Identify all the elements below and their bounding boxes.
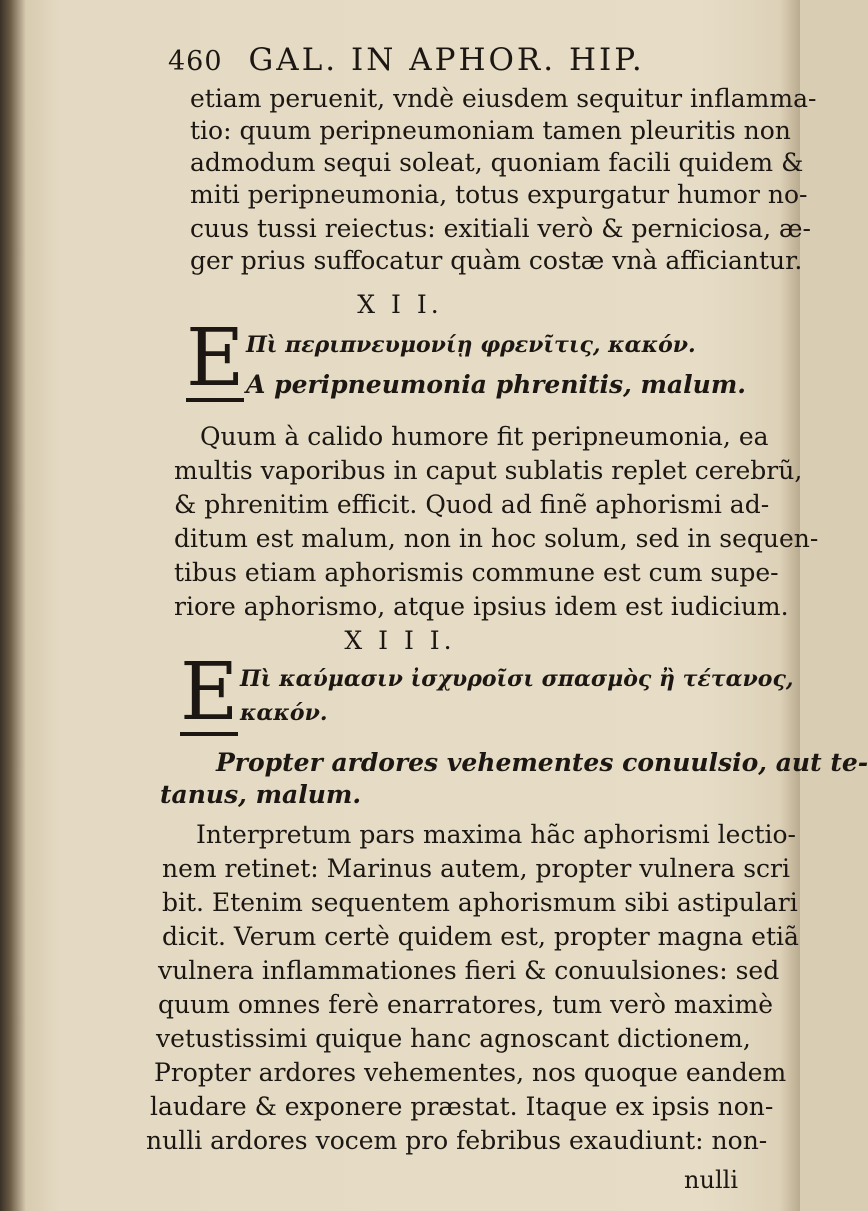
text-line: admodum sequi soleat, quoniam facili quidem &	[190, 148, 804, 177]
page-number: 460	[168, 46, 223, 77]
drop-cap: E	[180, 645, 239, 738]
text-line: nulli ardores vocem pro febribus exaudiunt: non-	[146, 1126, 768, 1155]
text-line: riore aphorismo, atque ipsius idem est iudicium.	[174, 592, 789, 621]
text-line: etiam peruenit, vndè eiusdem sequitur inflamma-	[190, 84, 817, 113]
text-line: vulnera inflammationes fieri & conuulsiones: sed	[158, 956, 780, 985]
text-line: bit. Etenim sequentem aphorismum sibi astipulari	[162, 888, 798, 917]
greek-aphorism: Πὶ περιπνευμονίῃ φρενῖτις, κακόν.	[246, 332, 696, 358]
text-line: ditum est malum, non in hoc solum, sed in sequen-	[174, 524, 819, 553]
text-line: Interpretum pars maxima hãc aphorismi lectio-	[196, 820, 796, 849]
section-numeral: X I I I.	[344, 626, 456, 655]
text-line: tibus etiam aphorismis commune est cum supe-	[174, 558, 779, 587]
section-numeral: X I I.	[357, 290, 443, 319]
text-line: laudare & exponere præstat. Itaque ex ipsis non-	[150, 1092, 774, 1121]
text-line: Quum à calido humore fit peripneumonia, ea	[200, 422, 769, 451]
text-line: ger prius suffocatur quàm costæ vnà afficiantur.	[190, 246, 803, 275]
drop-cap: E	[186, 311, 245, 404]
text-line: nem retinet: Marinus autem, propter vulnera scri	[162, 854, 790, 883]
text-line: dicit. Verum certè quidem est, propter magna etiã	[162, 922, 799, 951]
text-line: miti peripneumonia, totus expurgatur humor no-	[190, 180, 808, 209]
text-line: & phrenitim efficit. Quod ad finẽ aphorismi ad-	[174, 490, 770, 519]
catchword: nulli	[684, 1166, 738, 1194]
latin-aphorism: Propter ardores vehementes conuulsio, aut te-	[216, 748, 868, 777]
text-line: multis vaporibus in caput sublatis replet cerebrũ,	[174, 456, 803, 485]
running-header	[168, 42, 728, 78]
running-title: GAL. IN APHOR. HIP.	[248, 42, 645, 78]
text-line: cuus tussi reiectus: exitiali verò & perniciosa, æ-	[190, 214, 811, 243]
text-line: quum omnes ferè enarratores, tum verò maximè	[158, 990, 774, 1019]
greek-aphorism: Πὶ καύμασιν ἰσχυροῖσι σπασμὸς ἢ τέτανος,	[240, 666, 794, 692]
greek-aphorism: κακόν.	[240, 700, 328, 726]
latin-aphorism: tanus, malum.	[160, 780, 362, 809]
latin-aphorism: A peripneumonia phrenitis, malum.	[246, 370, 747, 399]
text-line: vetustissimi quique hanc agnoscant dictionem,	[156, 1024, 751, 1053]
text-line: tio: quum peripneumoniam tamen pleuritis non	[190, 116, 791, 145]
text-line: Propter ardores vehementes, nos quoque eandem	[154, 1058, 787, 1087]
